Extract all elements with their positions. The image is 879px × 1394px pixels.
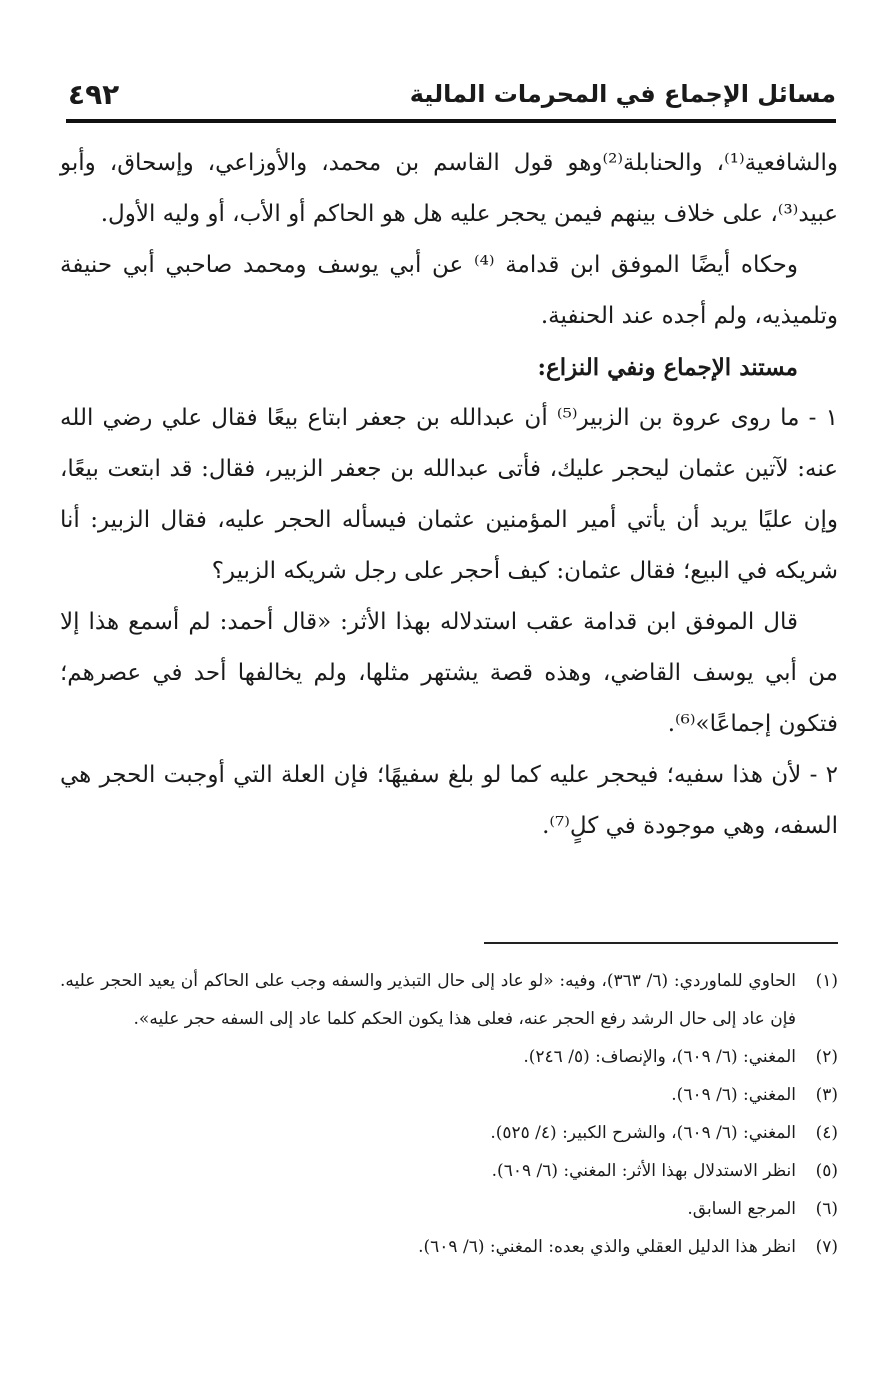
footnote-text: انظر الاستدلال بهذا الأثر: المغني: (٦/ ٦٠٩). [491,1161,796,1181]
footnote-number: (٢) [815,1047,838,1067]
paragraph: ١ - ما روى عروة بن الزبير⁽⁵⁾ أن عبدالله بن جعفر ابتاع بيعًا فقال علي رضي الله عنه: لآتين عثمان ليحجر عليك، فأتى عبدالله بن جعفر الزبير، فقال: قد ابتعت بيعًا، وإن عليًا يريد أن يأتي أمير المؤمنين عثمان فيسأله الحجر عليه، فقال الزبير: أنا شريكه في البيع؛ فقال عثمان: كيف أحجر على رجل شريكه الزبير؟ [60,405,838,584]
paragraph: قال الموفق ابن قدامة عقب استدلاله بهذا الأثر: «قال أحمد: لم أسمع هذا إلا من أبي يوسف القاضي، وهذه قصة يشتهر مثلها، ولم يخالفها أحد في عصرهم؛ فتكون إجماعًا»⁽⁶⁾. [60,609,838,737]
footnote-number: (٧) [815,1237,838,1257]
footnote-number: (١) [815,971,838,991]
footnote-separator [484,942,838,944]
footnote [60,1076,838,1114]
footnote-number: (٥) [815,1161,838,1181]
footnote [60,1038,838,1076]
footnote [60,1114,838,1152]
paragraph: ٢ - لأن هذا سفيه؛ فيحجر عليه كما لو بلغ سفيهًا؛ فإن العلة التي أوجبت الحجر هي السفه، وهي موجودة في كلٍ⁽⁷⁾. [60,762,838,839]
header-rule [66,119,836,123]
page-number: ٤٩٢ [68,78,120,111]
footnote-text: المغني: (٦/ ٦٠٩)، والإنصاف: (٥/ ٢٤٦). [523,1047,796,1067]
footnotes [60,962,838,1266]
main-text [60,138,838,852]
footnote-number: (٤) [815,1123,838,1143]
footnote [60,1152,838,1190]
footnote [60,1228,838,1266]
footnote-text: المغني: (٦/ ٦٠٩)، والشرح الكبير: (٤/ ٥٢٥). [490,1123,796,1143]
footnote-number: (٦) [815,1199,838,1219]
page-title: مسائل الإجماع في المحرمات المالية [409,80,836,108]
footnote-text: انظر هذا الدليل العقلي والذي بعده: المغني: (٦/ ٦٠٩). [418,1237,796,1257]
footnote-number: (٣) [815,1085,838,1105]
footnote [60,962,838,1038]
paragraph: وحكاه أيضًا الموفق ابن قدامة ⁽⁴⁾ عن أبي يوسف ومحمد صاحبي أبي حنيفة وتلميذيه، ولم أجده عند الحنفية. [60,252,838,329]
footnote-text: المرجع السابق. [687,1199,796,1219]
footnote-text: الحاوي للماوردي: (٦/ ٣٦٣)، وفيه: «لو عاد إلى حال التبذير والسفه وجب على الحاكم أن يعيد الحجر عليه. فإن عاد إلى حال الرشد رفع الحجر عنه، فعلى هذا يكون الحكم كلما عاد إلى السفه حجر عليه». [60,971,796,1029]
footnote-text: المغني: (٦/ ٦٠٩). [671,1085,796,1105]
footnote [60,1190,838,1228]
section-heading: مستند الإجماع ونفي النزاع: [537,354,798,381]
paragraph: والشافعية⁽¹⁾، والحنابلة⁽²⁾وهو قول القاسم بن محمد، والأوزاعي، وإسحاق، وأبو عبيد⁽³⁾، على خلاف بينهم فيمن يحجر عليه هل هو الحاكم أو الأب، أو وليه الأول. [60,150,838,227]
running-header [66,74,836,118]
